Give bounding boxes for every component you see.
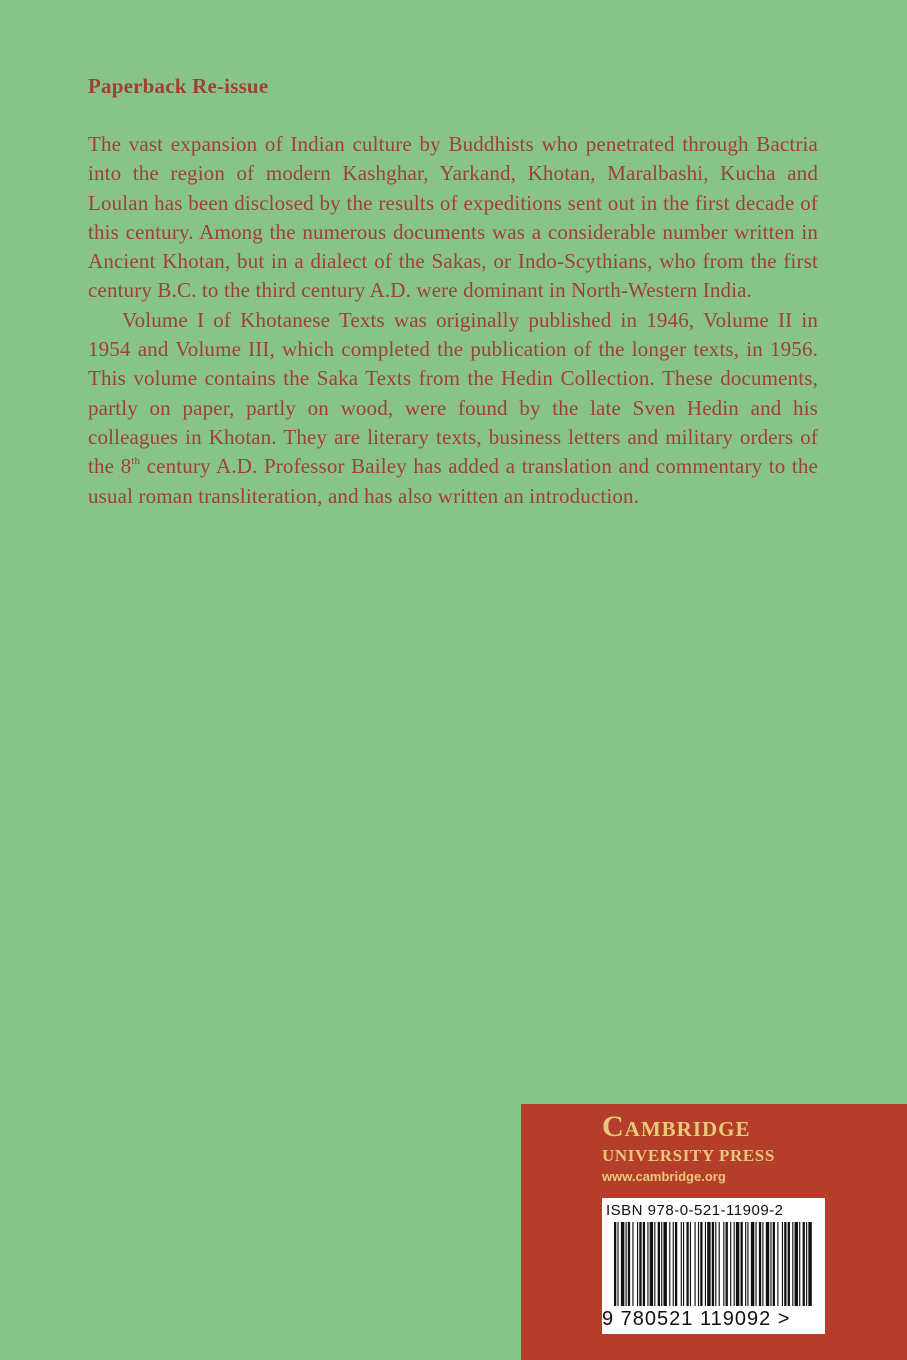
barcode-bar [734,1222,735,1306]
barcode-bar [803,1222,805,1306]
barcode-bar [730,1222,731,1306]
barcode-bar [773,1222,775,1306]
barcode-bar [647,1222,648,1306]
paragraph-2-text-a: Volume I of Khotanese Texts was originally published in 1946, Volume II in 1954 and Volume III, which completed the publication of the longer texts, in 1956. This volume contains the Saka Texts from the Hedin Collection. These documents, partly on paper, partly on wood, were found by the late Sven Hedin and his colleagues in Khotan. They are literary texts, business letters and military orders of the 8 [88,307,818,479]
barcode-bar [686,1222,688,1306]
description-paragraph-2 [88,306,818,511]
barcode-bar [705,1222,706,1306]
barcode-bar [700,1222,702,1306]
publisher-subtitle: UNIVERSITY PRESS [602,1146,775,1165]
barcode-bar [808,1222,811,1306]
barcode-bar [663,1222,666,1306]
barcode-bar [792,1222,793,1306]
barcode-bar [806,1222,807,1306]
barcode-bar [741,1222,743,1306]
barcode-bar [770,1222,771,1306]
barcode-bar [723,1222,724,1306]
barcode-bar [658,1222,660,1306]
barcode-icon [614,1222,814,1308]
publisher-name: Cambridge [602,1110,751,1143]
barcode-bar [681,1222,682,1306]
barcode-bar [755,1222,756,1306]
barcode-bar [788,1222,790,1306]
description-text [88,130,818,511]
barcode-bar [669,1222,670,1306]
barcode-bar [637,1222,638,1306]
barcode-bar [745,1222,746,1306]
barcode-bar [654,1222,655,1306]
barcode-bar [736,1222,739,1306]
barcode-bar [747,1222,748,1306]
barcode-bar [628,1222,630,1306]
barcode-bar [675,1222,677,1306]
barcode-bar [712,1222,714,1306]
barcode-bar [632,1222,633,1306]
barcode-bar [626,1222,627,1306]
barcode-bar [690,1222,691,1306]
barcode-bar [719,1222,720,1306]
barcode-bar [614,1222,616,1306]
barcode-bar [661,1222,662,1306]
barcode-bar [782,1222,783,1306]
reissue-heading: Paperback Re-issue [88,74,269,98]
publisher-url: www.cambridge.org [602,1169,726,1184]
barcode-bar [621,1222,624,1306]
barcode-bar [784,1222,786,1306]
barcode-bar [777,1222,778,1306]
barcode-bar [707,1222,710,1306]
barcode-bar [650,1222,653,1306]
barcode-bar [759,1222,761,1306]
barcode-bar [795,1222,798,1306]
isbn-label: ISBN 978-0-521-11909-2 [606,1202,784,1219]
barcode-bar [799,1222,800,1306]
barcode-bar [715,1222,716,1306]
barcode-box [602,1198,825,1334]
ordinal-superscript: th [131,455,141,468]
paragraph-2-text-b: century A.D. Professor Bailey has added a translation and commentary to the usual roman transliteration, and has also written an introduction. [88,454,818,508]
barcode-bar [726,1222,728,1306]
barcode-bar [762,1222,763,1306]
barcode-bar [751,1222,754,1306]
barcode-digits: 9 780521 119092 > [602,1308,791,1330]
barcode-bar [683,1222,684,1306]
barcode-bar [698,1222,699,1306]
barcode-bar [617,1222,618,1306]
description-paragraph-1: The vast expansion of Indian culture by Buddhists who penetrated through Bactria into the region of modern Kashghar, Yarkand, Khotan, Maralbashi, Kucha and Loulan has been disclosed by the results of expeditions sent out in the first decade of this century. Among the numerous documents was a considerable number written in Ancient Khotan, but in a dialect of the Sakas, or Indo-Scythians, who from the first century B.C. to the third century A.D. were dominant in North-Western India. [88,132,818,303]
barcode-bar [766,1222,769,1306]
barcode-bar [673,1222,674,1306]
barcode-bar [643,1222,645,1306]
barcode-bar [695,1222,696,1306]
barcode-bar [639,1222,641,1306]
